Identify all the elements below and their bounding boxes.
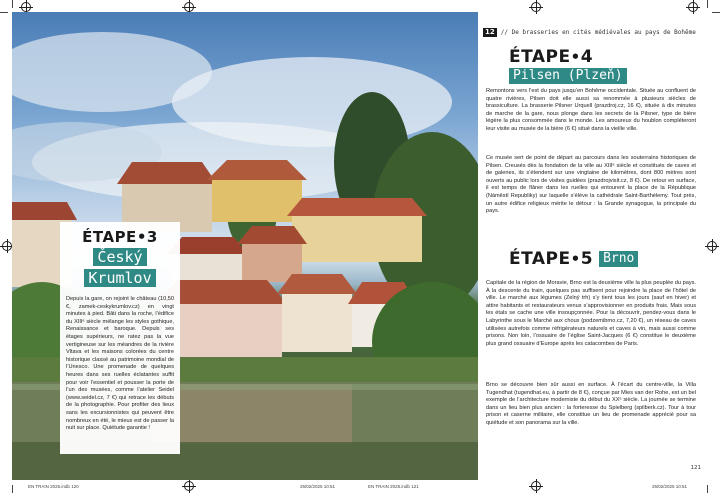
page-folio: 121	[690, 465, 701, 471]
etape5-paragraph-2: Brno se découvre bien sûr aussi en surface. À l’écart du centre-ville, la Villa Tugendhat (tugendhat.eu, à partir de 8 €), conçue par Mies van der Rohe, est un bel exemple de l’architecture moderniste du début du XXᵉ siècle. La journée se termine dans un lieu bien plus ancien : la forteresse du Spielberg (spilberk.cz). Tour à tour prison et caserne militaire, elle constitue un lieu de promenade apprécié pour sa quiétude et son panorama sur la ville.	[486, 382, 696, 426]
etape4-heading	[509, 48, 627, 66]
crop-mark	[0, 12, 8, 13]
registration-mark-top-center	[184, 2, 194, 12]
header-page-number: 12	[485, 27, 495, 36]
etape3-city-line1: Český	[93, 248, 146, 266]
etape3-heading	[66, 228, 174, 246]
etape4-paragraph-1: Remontons vers l’est du pays jusqu’en Bohême occidentale. Située au confluent de quatre rivières, Pilsen doit elle aussi sa renommée à plusieurs siècles de brassiculture. La brasserie Pilsner Urquell (prazdroj.cz, 16 €), située à dix minutes de marche de la gare, nous plonge dans les secrets de la Pilsner, type de bière légère la plus consommée dans le monde. Les amoureux du houblon compléteront leur visite au musée de la bière (6 €) situé dans la vieille ville.	[486, 88, 696, 132]
crop-mark	[12, 485, 13, 493]
etape5-number: 5	[580, 249, 594, 269]
slug-left-file: EN TRAIN 2025.indb 120	[28, 484, 79, 489]
slug-right-date: 26/02/2025 10:51	[652, 484, 688, 489]
right-page	[483, 12, 715, 480]
etape4-number: 4	[580, 47, 594, 67]
etape4-label: ÉTAPE	[509, 47, 571, 67]
slug-left-date: 26/02/2025 10:51	[300, 484, 336, 489]
etape4-city: Pilsen (Plzeň)	[509, 68, 627, 84]
crop-mark	[12, 0, 13, 8]
etape3-city-line2: Krumlov	[84, 269, 155, 287]
etape3-body: Depuis la gare, on rejoint le château (10,50 €, zamek-ceskykrumlov.cz) en vingt minutes à pied. Bâti dans la roche, l’édifice du XIIIᵉ siècle mélange les styles gothique, Renaissance et baroque. Depuis ses étages supérieurs, ne ratez pas la vue vertigineuse sur les méandres de la rivière Vltava et les maisons colorées du centre historique classé au patrimoine mondial de l’Unesco. Une promenade de quelques heures dans ses ruelles éclatantes suffit pour voir l’essentiel et pousser la porte de l’un des musées, comme l’atelier Seidel (www.seidel.cz, 7 €) qui retrace les débuts de la photographie. Pour profiter des lieux sans les excursionnistes qui peuvent être nombreux en été, le mieux est de passer la nuit sur place. Quiétude garantie !	[66, 296, 174, 432]
etape5-heading-block	[509, 250, 638, 268]
etape4-heading-block	[509, 48, 627, 84]
crop-mark	[707, 0, 708, 8]
registration-mark-left	[2, 241, 12, 251]
registration-mark-top-right	[531, 2, 541, 12]
etape3-box	[60, 222, 180, 454]
registration-mark-bottom-right	[531, 481, 541, 491]
registration-mark-top-left	[21, 2, 31, 12]
slug-right-file: EN TRAIN 2025.indb 121	[368, 484, 419, 489]
etape-bullet: •	[570, 48, 581, 66]
registration-mark-top-far-right	[688, 2, 698, 12]
cesky-krumlov-photo	[12, 12, 478, 480]
etape5-heading	[509, 250, 593, 268]
etape-bullet: •	[570, 250, 581, 268]
crop-mark	[707, 485, 708, 493]
etape3-label: ÉTAPE	[82, 228, 137, 246]
header-running-title: // De brasseries en cités médiévales au pays de Bohême	[500, 28, 696, 36]
etape5-label: ÉTAPE	[509, 249, 571, 269]
registration-mark-bottom-left	[184, 481, 194, 491]
etape5-paragraph-1: Capitale de la région de Moravie, Brno est la deuxième ville la plus peuplée du pays. À la descente du train, quelques pas suffisent pour rejoindre la place de l’hôtel de ville. Le marché aux légumes (Zelný trh) s’y tient tous les jours (sauf en hiver) et attire habitants et restaurateurs venus s’approvisionner en produits frais. Mais sous les étals se cache une ville insoupçonnée. Pour la découvrir, pendez-vous dans le Labyrinthe sous le Marché aux choux (podzemibrno.cz, 7,20 €), un réseau de caves utilisées autrefois comme réfrigérateurs naturels et caves à vin, mais aussi comme prisons. Non loin, l’ossuaire de l’église Saint-Jacques (6 €) constitue le deuxième plus grand ossuaire d’Europe après les catacombes de Paris.	[486, 280, 696, 347]
etape3-city-wrap	[66, 246, 174, 288]
etape3-number: 3	[146, 228, 158, 246]
etape-bullet: •	[136, 228, 147, 246]
etape4-paragraph-2: Ce musée sert de point de départ au parcours dans les souterrains historiques de Pilsen. Creusés dès la fondation de la ville au XIIIᵉ siècle et constitués de caves et de galeries, ils s’étendent sur une vingtaine de kilomètres, dont 800 mètres sont ouverts au public lors de visites guidées (prazdrojvisit.cz, 8 €). De retour en surface, il est temps de flâner dans les ruelles qui entourent la place de la République (Náměstí Republiky) sur laquelle s’élève la cathédrale Saint-Barthélemy. Tout près, un autre édifice religieux mérite le détour : la Grande synagogue, la principale du pays.	[486, 155, 696, 215]
etape5-city: Brno	[599, 251, 638, 267]
running-header	[483, 26, 696, 38]
